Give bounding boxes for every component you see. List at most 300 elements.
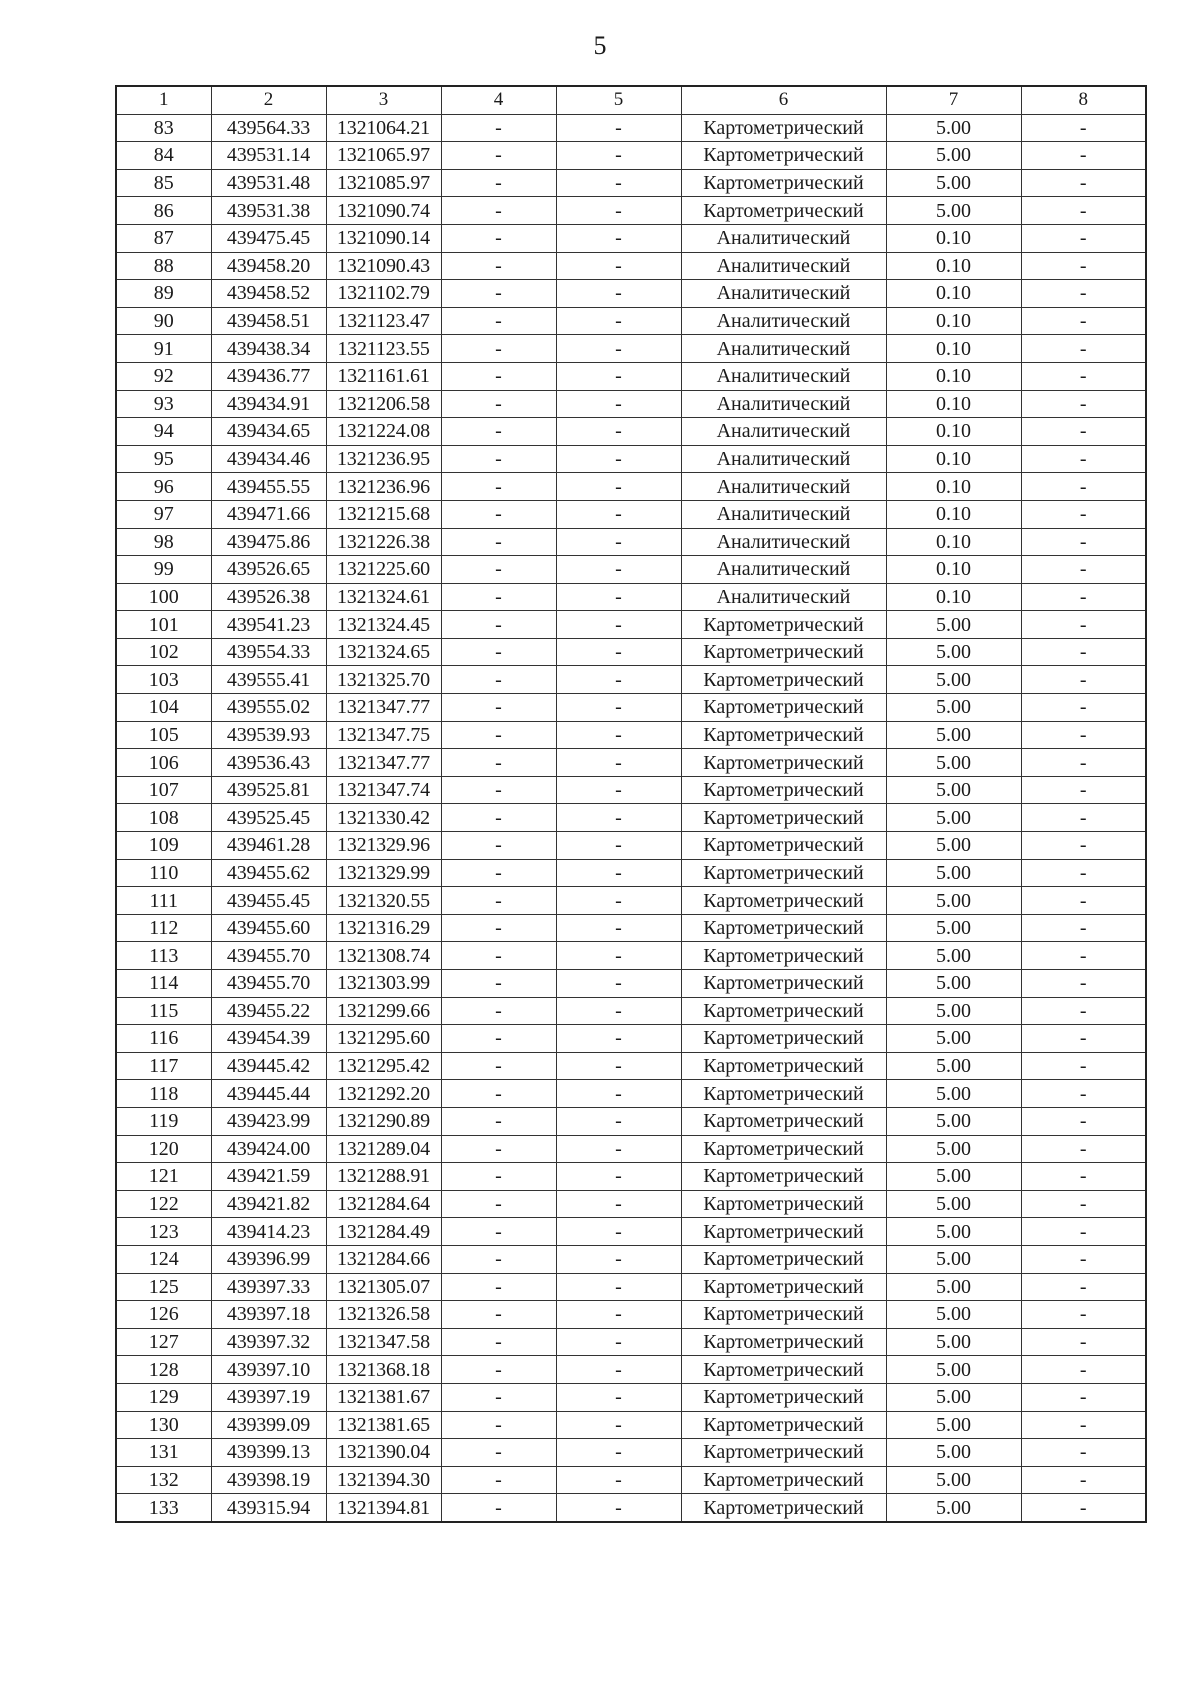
column-5-cell: - bbox=[556, 1080, 681, 1108]
column-8-cell: - bbox=[1021, 280, 1146, 308]
table-row bbox=[116, 694, 1146, 722]
table-row bbox=[116, 1383, 1146, 1411]
y-coordinate-cell: 1321215.68 bbox=[326, 500, 441, 528]
column-5-cell: - bbox=[556, 500, 681, 528]
table-row bbox=[116, 887, 1146, 915]
accuracy-cell: 0.10 bbox=[886, 252, 1021, 280]
point-number-cell: 99 bbox=[116, 556, 211, 584]
table-row bbox=[116, 970, 1146, 998]
column-5-cell: - bbox=[556, 556, 681, 584]
point-number-cell: 107 bbox=[116, 776, 211, 804]
column-header-4: 4 bbox=[441, 86, 556, 114]
method-cell: Картометрический bbox=[681, 666, 886, 694]
table-row bbox=[116, 749, 1146, 777]
column-5-cell: - bbox=[556, 445, 681, 473]
y-coordinate-cell: 1321320.55 bbox=[326, 887, 441, 915]
x-coordinate-cell: 439434.65 bbox=[211, 418, 326, 446]
table-row bbox=[116, 390, 1146, 418]
method-cell: Аналитический bbox=[681, 362, 886, 390]
y-coordinate-cell: 1321329.99 bbox=[326, 859, 441, 887]
x-coordinate-cell: 439541.23 bbox=[211, 611, 326, 639]
point-number-cell: 125 bbox=[116, 1273, 211, 1301]
method-cell: Картометрический bbox=[681, 1328, 886, 1356]
column-8-cell: - bbox=[1021, 1273, 1146, 1301]
table-row bbox=[116, 666, 1146, 694]
column-header-1: 1 bbox=[116, 86, 211, 114]
point-number-cell: 126 bbox=[116, 1301, 211, 1329]
method-cell: Картометрический bbox=[681, 1411, 886, 1439]
x-coordinate-cell: 439398.19 bbox=[211, 1466, 326, 1494]
method-cell: Аналитический bbox=[681, 418, 886, 446]
accuracy-cell: 0.10 bbox=[886, 418, 1021, 446]
accuracy-cell: 5.00 bbox=[886, 169, 1021, 197]
column-8-cell: - bbox=[1021, 942, 1146, 970]
accuracy-cell: 0.10 bbox=[886, 473, 1021, 501]
column-5-cell: - bbox=[556, 914, 681, 942]
table-row bbox=[116, 583, 1146, 611]
table-row bbox=[116, 500, 1146, 528]
table-row bbox=[116, 1080, 1146, 1108]
method-cell: Картометрический bbox=[681, 970, 886, 998]
x-coordinate-cell: 439436.77 bbox=[211, 362, 326, 390]
point-number-cell: 84 bbox=[116, 142, 211, 170]
point-number-cell: 100 bbox=[116, 583, 211, 611]
method-cell: Картометрический bbox=[681, 1439, 886, 1467]
column-4-cell: - bbox=[441, 1107, 556, 1135]
column-8-cell: - bbox=[1021, 197, 1146, 225]
column-8-cell: - bbox=[1021, 114, 1146, 142]
column-4-cell: - bbox=[441, 776, 556, 804]
method-cell: Картометрический bbox=[681, 694, 886, 722]
y-coordinate-cell: 1321289.04 bbox=[326, 1135, 441, 1163]
point-number-cell: 108 bbox=[116, 804, 211, 832]
table-row bbox=[116, 859, 1146, 887]
point-number-cell: 129 bbox=[116, 1383, 211, 1411]
method-cell: Картометрический bbox=[681, 914, 886, 942]
method-cell: Картометрический bbox=[681, 776, 886, 804]
method-cell: Аналитический bbox=[681, 224, 886, 252]
x-coordinate-cell: 439455.55 bbox=[211, 473, 326, 501]
column-4-cell: - bbox=[441, 169, 556, 197]
table-body bbox=[116, 114, 1146, 1522]
column-8-cell: - bbox=[1021, 390, 1146, 418]
point-number-cell: 111 bbox=[116, 887, 211, 915]
column-4-cell: - bbox=[441, 1356, 556, 1384]
table-row bbox=[116, 1494, 1146, 1522]
column-4-cell: - bbox=[441, 749, 556, 777]
x-coordinate-cell: 439397.32 bbox=[211, 1328, 326, 1356]
y-coordinate-cell: 1321390.04 bbox=[326, 1439, 441, 1467]
column-8-cell: - bbox=[1021, 1163, 1146, 1191]
x-coordinate-cell: 439455.62 bbox=[211, 859, 326, 887]
point-number-cell: 119 bbox=[116, 1107, 211, 1135]
column-4-cell: - bbox=[441, 252, 556, 280]
column-8-cell: - bbox=[1021, 500, 1146, 528]
point-number-cell: 89 bbox=[116, 280, 211, 308]
table-row bbox=[116, 197, 1146, 225]
column-5-cell: - bbox=[556, 224, 681, 252]
table-row bbox=[116, 1052, 1146, 1080]
column-5-cell: - bbox=[556, 1356, 681, 1384]
table-row bbox=[116, 1356, 1146, 1384]
table-row bbox=[116, 942, 1146, 970]
column-5-cell: - bbox=[556, 804, 681, 832]
x-coordinate-cell: 439458.51 bbox=[211, 307, 326, 335]
column-4-cell: - bbox=[441, 942, 556, 970]
column-8-cell: - bbox=[1021, 556, 1146, 584]
table-row bbox=[116, 1163, 1146, 1191]
column-4-cell: - bbox=[441, 804, 556, 832]
y-coordinate-cell: 1321325.70 bbox=[326, 666, 441, 694]
accuracy-cell: 5.00 bbox=[886, 1411, 1021, 1439]
y-coordinate-cell: 1321326.58 bbox=[326, 1301, 441, 1329]
accuracy-cell: 5.00 bbox=[886, 1163, 1021, 1191]
x-coordinate-cell: 439525.81 bbox=[211, 776, 326, 804]
x-coordinate-cell: 439399.09 bbox=[211, 1411, 326, 1439]
accuracy-cell: 5.00 bbox=[886, 1052, 1021, 1080]
column-5-cell: - bbox=[556, 362, 681, 390]
x-coordinate-cell: 439531.48 bbox=[211, 169, 326, 197]
column-5-cell: - bbox=[556, 335, 681, 363]
x-coordinate-cell: 439455.70 bbox=[211, 942, 326, 970]
column-4-cell: - bbox=[441, 500, 556, 528]
table-row bbox=[116, 280, 1146, 308]
point-number-cell: 118 bbox=[116, 1080, 211, 1108]
accuracy-cell: 0.10 bbox=[886, 390, 1021, 418]
column-5-cell: - bbox=[556, 749, 681, 777]
method-cell: Картометрический bbox=[681, 859, 886, 887]
column-4-cell: - bbox=[441, 666, 556, 694]
column-5-cell: - bbox=[556, 611, 681, 639]
x-coordinate-cell: 439555.02 bbox=[211, 694, 326, 722]
accuracy-cell: 0.10 bbox=[886, 583, 1021, 611]
column-5-cell: - bbox=[556, 832, 681, 860]
column-4-cell: - bbox=[441, 694, 556, 722]
column-5-cell: - bbox=[556, 114, 681, 142]
point-number-cell: 109 bbox=[116, 832, 211, 860]
x-coordinate-cell: 439526.38 bbox=[211, 583, 326, 611]
table-row bbox=[116, 1273, 1146, 1301]
accuracy-cell: 0.10 bbox=[886, 445, 1021, 473]
column-4-cell: - bbox=[441, 114, 556, 142]
accuracy-cell: 5.00 bbox=[886, 1273, 1021, 1301]
y-coordinate-cell: 1321347.77 bbox=[326, 749, 441, 777]
column-4-cell: - bbox=[441, 1245, 556, 1273]
column-5-cell: - bbox=[556, 1383, 681, 1411]
accuracy-cell: 5.00 bbox=[886, 638, 1021, 666]
column-5-cell: - bbox=[556, 1328, 681, 1356]
column-8-cell: - bbox=[1021, 335, 1146, 363]
point-number-cell: 97 bbox=[116, 500, 211, 528]
y-coordinate-cell: 1321394.81 bbox=[326, 1494, 441, 1522]
point-number-cell: 115 bbox=[116, 997, 211, 1025]
column-4-cell: - bbox=[441, 1466, 556, 1494]
method-cell: Картометрический bbox=[681, 1135, 886, 1163]
accuracy-cell: 5.00 bbox=[886, 1494, 1021, 1522]
column-header-2: 2 bbox=[211, 86, 326, 114]
y-coordinate-cell: 1321226.38 bbox=[326, 528, 441, 556]
column-8-cell: - bbox=[1021, 1411, 1146, 1439]
y-coordinate-cell: 1321290.89 bbox=[326, 1107, 441, 1135]
x-coordinate-cell: 439554.33 bbox=[211, 638, 326, 666]
table-row bbox=[116, 418, 1146, 446]
method-cell: Картометрический bbox=[681, 1052, 886, 1080]
point-number-cell: 124 bbox=[116, 1245, 211, 1273]
point-number-cell: 94 bbox=[116, 418, 211, 446]
table-row bbox=[116, 1025, 1146, 1053]
accuracy-cell: 5.00 bbox=[886, 942, 1021, 970]
point-number-cell: 120 bbox=[116, 1135, 211, 1163]
column-5-cell: - bbox=[556, 1273, 681, 1301]
column-5-cell: - bbox=[556, 528, 681, 556]
column-4-cell: - bbox=[441, 1190, 556, 1218]
table-row bbox=[116, 1135, 1146, 1163]
column-4-cell: - bbox=[441, 721, 556, 749]
method-cell: Картометрический bbox=[681, 1245, 886, 1273]
accuracy-cell: 0.10 bbox=[886, 528, 1021, 556]
column-8-cell: - bbox=[1021, 1052, 1146, 1080]
method-cell: Картометрический bbox=[681, 804, 886, 832]
y-coordinate-cell: 1321288.91 bbox=[326, 1163, 441, 1191]
method-cell: Аналитический bbox=[681, 280, 886, 308]
y-coordinate-cell: 1321236.95 bbox=[326, 445, 441, 473]
method-cell: Картометрический bbox=[681, 942, 886, 970]
method-cell: Картометрический bbox=[681, 887, 886, 915]
column-5-cell: - bbox=[556, 887, 681, 915]
column-4-cell: - bbox=[441, 1025, 556, 1053]
column-4-cell: - bbox=[441, 1301, 556, 1329]
column-5-cell: - bbox=[556, 142, 681, 170]
method-cell: Аналитический bbox=[681, 500, 886, 528]
y-coordinate-cell: 1321324.65 bbox=[326, 638, 441, 666]
column-8-cell: - bbox=[1021, 997, 1146, 1025]
x-coordinate-cell: 439396.99 bbox=[211, 1245, 326, 1273]
method-cell: Аналитический bbox=[681, 583, 886, 611]
column-8-cell: - bbox=[1021, 252, 1146, 280]
x-coordinate-cell: 439531.14 bbox=[211, 142, 326, 170]
x-coordinate-cell: 439471.66 bbox=[211, 500, 326, 528]
y-coordinate-cell: 1321347.74 bbox=[326, 776, 441, 804]
column-8-cell: - bbox=[1021, 1107, 1146, 1135]
accuracy-cell: 5.00 bbox=[886, 914, 1021, 942]
accuracy-cell: 5.00 bbox=[886, 1025, 1021, 1053]
column-8-cell: - bbox=[1021, 1494, 1146, 1522]
table-row bbox=[116, 1466, 1146, 1494]
accuracy-cell: 5.00 bbox=[886, 1107, 1021, 1135]
column-4-cell: - bbox=[441, 611, 556, 639]
y-coordinate-cell: 1321284.49 bbox=[326, 1218, 441, 1246]
column-5-cell: - bbox=[556, 1052, 681, 1080]
method-cell: Картометрический bbox=[681, 1383, 886, 1411]
x-coordinate-cell: 439564.33 bbox=[211, 114, 326, 142]
table-row bbox=[116, 1411, 1146, 1439]
point-number-cell: 105 bbox=[116, 721, 211, 749]
y-coordinate-cell: 1321236.96 bbox=[326, 473, 441, 501]
column-8-cell: - bbox=[1021, 859, 1146, 887]
y-coordinate-cell: 1321316.29 bbox=[326, 914, 441, 942]
column-8-cell: - bbox=[1021, 142, 1146, 170]
column-5-cell: - bbox=[556, 776, 681, 804]
table-row bbox=[116, 224, 1146, 252]
column-8-cell: - bbox=[1021, 1439, 1146, 1467]
column-4-cell: - bbox=[441, 224, 556, 252]
method-cell: Картометрический bbox=[681, 721, 886, 749]
point-number-cell: 96 bbox=[116, 473, 211, 501]
column-5-cell: - bbox=[556, 1107, 681, 1135]
column-5-cell: - bbox=[556, 942, 681, 970]
column-5-cell: - bbox=[556, 418, 681, 446]
y-coordinate-cell: 1321123.47 bbox=[326, 307, 441, 335]
column-8-cell: - bbox=[1021, 914, 1146, 942]
column-8-cell: - bbox=[1021, 887, 1146, 915]
y-coordinate-cell: 1321330.42 bbox=[326, 804, 441, 832]
point-number-cell: 131 bbox=[116, 1439, 211, 1467]
accuracy-cell: 0.10 bbox=[886, 307, 1021, 335]
x-coordinate-cell: 439475.86 bbox=[211, 528, 326, 556]
table-row bbox=[116, 721, 1146, 749]
column-5-cell: - bbox=[556, 721, 681, 749]
y-coordinate-cell: 1321284.66 bbox=[326, 1245, 441, 1273]
point-number-cell: 85 bbox=[116, 169, 211, 197]
x-coordinate-cell: 439434.91 bbox=[211, 390, 326, 418]
y-coordinate-cell: 1321292.20 bbox=[326, 1080, 441, 1108]
point-number-cell: 83 bbox=[116, 114, 211, 142]
accuracy-cell: 5.00 bbox=[886, 859, 1021, 887]
point-number-cell: 102 bbox=[116, 638, 211, 666]
column-4-cell: - bbox=[441, 1383, 556, 1411]
column-8-cell: - bbox=[1021, 721, 1146, 749]
column-5-cell: - bbox=[556, 390, 681, 418]
point-number-cell: 113 bbox=[116, 942, 211, 970]
method-cell: Картометрический bbox=[681, 114, 886, 142]
point-number-cell: 123 bbox=[116, 1218, 211, 1246]
column-4-cell: - bbox=[441, 583, 556, 611]
method-cell: Картометрический bbox=[681, 1025, 886, 1053]
column-5-cell: - bbox=[556, 859, 681, 887]
y-coordinate-cell: 1321368.18 bbox=[326, 1356, 441, 1384]
table-row bbox=[116, 611, 1146, 639]
column-8-cell: - bbox=[1021, 1218, 1146, 1246]
accuracy-cell: 5.00 bbox=[886, 1356, 1021, 1384]
method-cell: Картометрический bbox=[681, 611, 886, 639]
method-cell: Картометрический bbox=[681, 1163, 886, 1191]
accuracy-cell: 5.00 bbox=[886, 1328, 1021, 1356]
column-8-cell: - bbox=[1021, 1025, 1146, 1053]
accuracy-cell: 5.00 bbox=[886, 114, 1021, 142]
column-8-cell: - bbox=[1021, 1245, 1146, 1273]
column-4-cell: - bbox=[441, 1218, 556, 1246]
table-row bbox=[116, 1190, 1146, 1218]
y-coordinate-cell: 1321303.99 bbox=[326, 970, 441, 998]
point-number-cell: 130 bbox=[116, 1411, 211, 1439]
page-number: 5 bbox=[593, 31, 607, 60]
point-number-cell: 122 bbox=[116, 1190, 211, 1218]
x-coordinate-cell: 439397.33 bbox=[211, 1273, 326, 1301]
x-coordinate-cell: 439434.46 bbox=[211, 445, 326, 473]
accuracy-cell: 5.00 bbox=[886, 1135, 1021, 1163]
table-row bbox=[116, 638, 1146, 666]
column-8-cell: - bbox=[1021, 749, 1146, 777]
column-8-cell: - bbox=[1021, 1190, 1146, 1218]
point-number-cell: 101 bbox=[116, 611, 211, 639]
x-coordinate-cell: 439455.22 bbox=[211, 997, 326, 1025]
y-coordinate-cell: 1321090.14 bbox=[326, 224, 441, 252]
column-5-cell: - bbox=[556, 970, 681, 998]
table-row bbox=[116, 142, 1146, 170]
x-coordinate-cell: 439397.10 bbox=[211, 1356, 326, 1384]
point-number-cell: 116 bbox=[116, 1025, 211, 1053]
column-5-cell: - bbox=[556, 1494, 681, 1522]
point-number-cell: 86 bbox=[116, 197, 211, 225]
method-cell: Аналитический bbox=[681, 528, 886, 556]
table-row bbox=[116, 335, 1146, 363]
table-header bbox=[116, 86, 1146, 114]
y-coordinate-cell: 1321085.97 bbox=[326, 169, 441, 197]
column-4-cell: - bbox=[441, 887, 556, 915]
column-8-cell: - bbox=[1021, 804, 1146, 832]
y-coordinate-cell: 1321090.74 bbox=[326, 197, 441, 225]
method-cell: Картометрический bbox=[681, 749, 886, 777]
method-cell: Картометрический bbox=[681, 1190, 886, 1218]
accuracy-cell: 5.00 bbox=[886, 997, 1021, 1025]
column-5-cell: - bbox=[556, 1439, 681, 1467]
accuracy-cell: 0.10 bbox=[886, 280, 1021, 308]
method-cell: Картометрический bbox=[681, 1107, 886, 1135]
column-4-cell: - bbox=[441, 1494, 556, 1522]
column-header-5: 5 bbox=[556, 86, 681, 114]
column-header-6: 6 bbox=[681, 86, 886, 114]
point-number-cell: 121 bbox=[116, 1163, 211, 1191]
column-5-cell: - bbox=[556, 473, 681, 501]
column-4-cell: - bbox=[441, 1328, 556, 1356]
y-coordinate-cell: 1321064.21 bbox=[326, 114, 441, 142]
table-row bbox=[116, 528, 1146, 556]
y-coordinate-cell: 1321295.60 bbox=[326, 1025, 441, 1053]
column-5-cell: - bbox=[556, 1163, 681, 1191]
method-cell: Картометрический bbox=[681, 197, 886, 225]
column-5-cell: - bbox=[556, 1135, 681, 1163]
table-row bbox=[116, 776, 1146, 804]
column-8-cell: - bbox=[1021, 1328, 1146, 1356]
accuracy-cell: 0.10 bbox=[886, 224, 1021, 252]
coordinates-table bbox=[115, 85, 1147, 1523]
accuracy-cell: 5.00 bbox=[886, 749, 1021, 777]
y-coordinate-cell: 1321381.65 bbox=[326, 1411, 441, 1439]
column-4-cell: - bbox=[441, 1052, 556, 1080]
accuracy-cell: 5.00 bbox=[886, 1190, 1021, 1218]
column-5-cell: - bbox=[556, 1218, 681, 1246]
method-cell: Картометрический bbox=[681, 1494, 886, 1522]
column-4-cell: - bbox=[441, 859, 556, 887]
accuracy-cell: 5.00 bbox=[886, 611, 1021, 639]
accuracy-cell: 5.00 bbox=[886, 666, 1021, 694]
y-coordinate-cell: 1321090.43 bbox=[326, 252, 441, 280]
accuracy-cell: 0.10 bbox=[886, 500, 1021, 528]
point-number-cell: 90 bbox=[116, 307, 211, 335]
x-coordinate-cell: 439555.41 bbox=[211, 666, 326, 694]
column-8-cell: - bbox=[1021, 1466, 1146, 1494]
method-cell: Картометрический bbox=[681, 169, 886, 197]
column-4-cell: - bbox=[441, 142, 556, 170]
table-row bbox=[116, 1328, 1146, 1356]
point-number-cell: 128 bbox=[116, 1356, 211, 1384]
x-coordinate-cell: 439536.43 bbox=[211, 749, 326, 777]
accuracy-cell: 0.10 bbox=[886, 362, 1021, 390]
table-row bbox=[116, 169, 1146, 197]
x-coordinate-cell: 439458.52 bbox=[211, 280, 326, 308]
point-number-cell: 87 bbox=[116, 224, 211, 252]
column-4-cell: - bbox=[441, 997, 556, 1025]
